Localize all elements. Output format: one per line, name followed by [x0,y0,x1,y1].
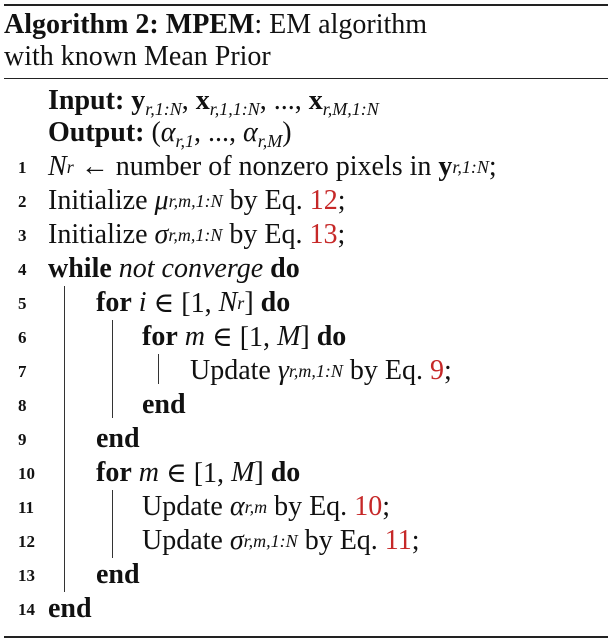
algo-line-4: while not converge do [48,253,300,284]
eq-ref[interactable]: 11 [384,525,412,556]
line-number: 13 [18,566,35,585]
inner-for-block-bar [158,354,159,384]
algo-line-3: Initialize σ r,m,1:N by Eq. 13 ; [48,219,346,250]
algo-line-2: Initialize μ r,m,1:N by Eq. 12 ; [48,185,346,216]
line-number: 6 [18,328,27,347]
algorithm-caption [4,9,608,73]
output-line [48,116,292,150]
line-number: 11 [18,498,35,517]
bottom-rule [4,636,608,638]
line-number: 10 [18,464,35,483]
line-number: 7 [18,362,27,381]
line-number: 4 [18,260,27,279]
while-block-bar [64,286,65,592]
algo-line-7: Update γ r,m,1:N by Eq. 9 ; [190,355,452,386]
algo-line-13: end [96,559,140,590]
output-formula: ($\alpha_{r,1}$, ..., $\alpha_{r,M}$) [151,117,292,151]
line-number: 5 [18,294,27,313]
algo-line-8: end [142,389,186,420]
line-1-text: number of nonzero pixels in [115,151,432,182]
algo-line-6: for m ∈ [1, M ] do [142,321,347,353]
algo-line-14: end [48,593,92,624]
eq-ref[interactable]: 13 [309,219,338,250]
input-formula: $y_{r,1:N}$, $x_{r,1,1:N}$, ..., $x_{r,M,1:N}$ [131,85,379,119]
algo-line-9: end [96,423,140,454]
top-rule [4,4,608,6]
algorithm-name: MPEM [165,9,255,40]
caption-line-2: with known Mean Prior [4,41,271,72]
line-number: 9 [18,430,27,449]
for-block-bar [112,320,113,418]
eq-ref[interactable]: 9 [430,355,445,386]
eq-ref[interactable]: 12 [309,185,338,216]
input-line [48,84,379,118]
algorithm-label: Algorithm 2: [4,9,159,40]
second-for-block-bar [112,490,113,558]
line-number: 12 [18,532,35,551]
output-label: Output: [48,117,145,148]
caption-line-1 [4,9,608,41]
mid-rule [4,78,608,79]
algo-line-5: for i ∈ [1, N r ] do [96,287,291,319]
input-label: Input: [48,85,125,116]
line-number: 1 [18,158,27,177]
algo-line-12: Update σ r,m,1:N by Eq. 11 ; [142,525,420,556]
line-number: 3 [18,226,27,245]
algorithm-title: : EM algorithm [254,9,428,40]
eq-ref[interactable]: 10 [354,491,383,522]
line-number: 14 [18,600,35,619]
line-number: 2 [18,192,27,211]
algo-line-1: N r ← number of nonzero pixels in y r,1:N ; [48,151,497,182]
line-number: 8 [18,396,27,415]
algo-line-11: Update α r,m by Eq. 10 ; [142,491,390,522]
algo-line-10: for m ∈ [1, M ] do [96,457,301,489]
